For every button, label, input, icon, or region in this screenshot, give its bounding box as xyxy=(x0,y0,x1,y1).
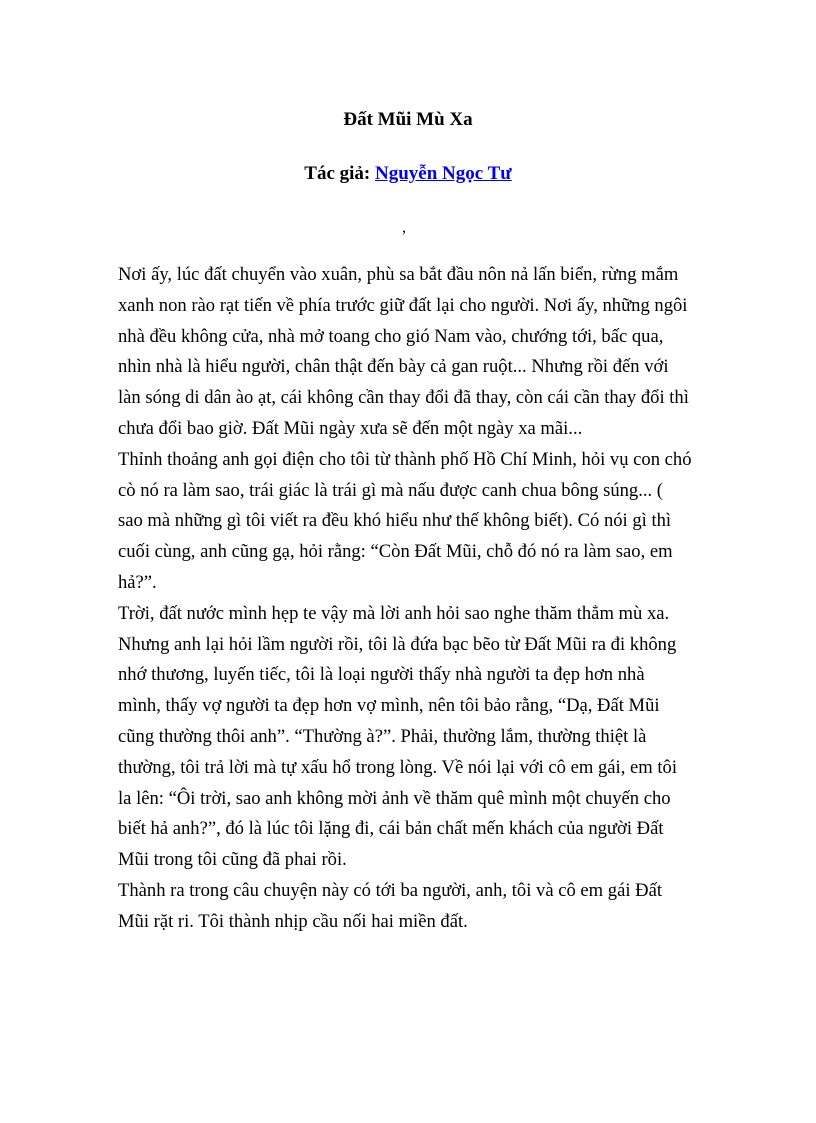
author-link[interactable]: Nguyễn Ngọc Tư xyxy=(375,163,512,184)
text-line: nhìn nhà là hiểu người, chân thật đến bày cả gan ruột... Nhưng rồi đến với xyxy=(118,356,669,378)
text-line: Nhưng anh lại hỏi lầm người rồi, tôi là đứa bạc bẽo từ Đất Mũi ra đi không xyxy=(118,633,677,655)
text-line: cuối cùng, anh cũng gạ, hỏi rằng: “Còn Đất Mũi, chỗ đó nó ra làm sao, em xyxy=(118,541,673,563)
text-line: nhớ thương, luyến tiếc, tôi là loại người thấy nhà người ta đẹp hơn nhà xyxy=(118,664,645,686)
separator-mark: , xyxy=(402,219,406,236)
document-body xyxy=(118,260,708,938)
text-line: Nơi ấy, lúc đất chuyển vào xuân, phù sa bắt đầu nôn nả lấn biển, rừng mắm xyxy=(118,264,679,285)
text-line: hả?”. xyxy=(118,571,157,593)
text-line: Trời, đất nước mình hẹp te vậy mà lời anh hỏi sao nghe thăm thẳm mù xa. xyxy=(118,602,670,624)
text-line: la lên: “Ôi trời, sao anh không mời ảnh về thăm quê mình một chuyến cho xyxy=(118,787,671,809)
text-line: thường, tôi trả lời mà tự xấu hổ trong lòng. Về nói lại với cô em gái, em tôi xyxy=(118,756,678,778)
text-line: làn sóng di dân ào ạt, cái không cần thay đổi đã thay, còn cái cần thay đổi thì xyxy=(118,387,689,409)
author-line xyxy=(0,162,816,186)
text-line: mình, thấy vợ người ta đẹp hơn vợ mình, nên tôi bảo rằng, “Dạ, Đất Mũi xyxy=(118,695,660,717)
text-line: cò nó ra làm sao, trái giác là trái gì mà nấu được canh chua bông súng... ( xyxy=(118,479,664,501)
text-line: chưa đổi bao giờ. Đất Mũi ngày xưa sẽ đến một ngày xa mãi... xyxy=(118,417,583,439)
text-line: Mũi rặt ri. Tôi thành nhịp cầu nối hai miền đất. xyxy=(118,910,468,932)
text-line: Thành ra trong câu chuyện này có tới ba người, anh, tôi và cô em gái Đất xyxy=(118,879,662,901)
text-line: Mũi trong tôi cũng đã phai rồi. xyxy=(118,849,347,871)
author-label: Tác giả: xyxy=(304,163,376,184)
text-line: cũng thường thôi anh”. “Thường à?”. Phải, thường lắm, thường thiệt là xyxy=(118,725,647,747)
text-line: Thỉnh thoảng anh gọi điện cho tôi từ thành phố Hồ Chí Minh, hỏi vụ con chó xyxy=(118,448,692,470)
text-line: nhà đều không cửa, nhà mở toang cho gió Nam vào, chướng tới, bấc qua, xyxy=(118,325,664,347)
document-title: Đất Mũi Mù Xa xyxy=(343,109,473,130)
text-line: sao mà những gì tôi viết ra đều khó hiểu như thế không biết). Có nói gì thì xyxy=(118,510,672,532)
text-line: biết hả anh?”, đó là lúc tôi lặng đi, cái bản chất mến khách của người Đất xyxy=(118,818,664,840)
text-line: xanh non rào rạt tiến về phía trước giữ đất lại cho người. Nơi ấy, những ngôi xyxy=(118,294,688,316)
